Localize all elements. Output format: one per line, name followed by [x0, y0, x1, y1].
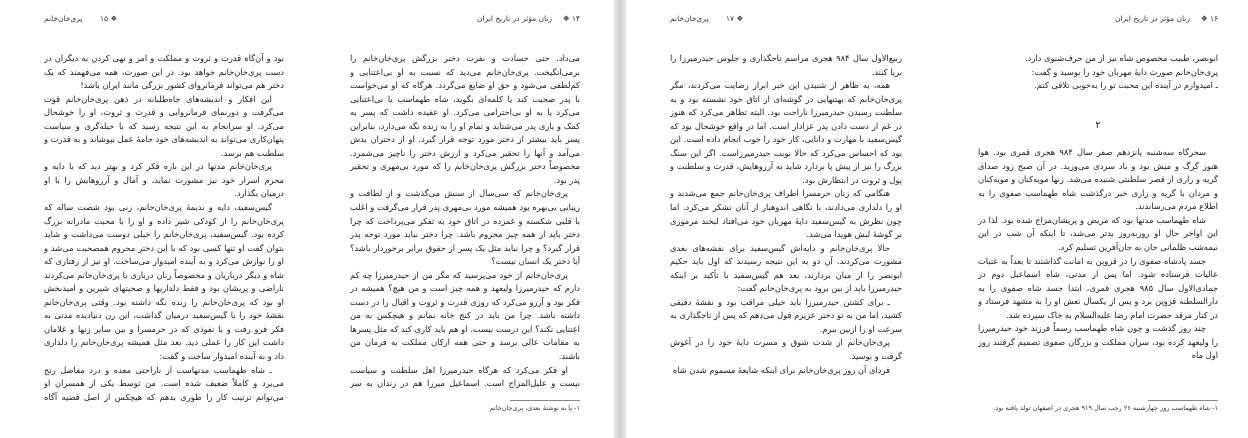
- paragraph: جسد پادشاه صفوی را در قزوین به امانت گذاشتند تا بعداً به عتبات عالیات فرستاده شود. اما پس از مدتی، شاه اسماعیل دوم در جمادی‌الاول سال ۹۸۵ هجری قمری، ابتدا جسد شاه صفوی را به دارالسلطنه قزوین برد و پس از یکسال نعش او را به مشهد فرستاد و در کنار مرقد حضرت امام رضا علیه‌السلام به خاک سپرده شد.: [978, 255, 1218, 320]
- page-header: [978, 14, 1218, 30]
- page-header: [670, 14, 902, 30]
- page-16: [978, 0, 1218, 438]
- paragraph: همه، به ظاهر از شنیدن این خبر ابراز رضایت می‌کردند، مگر پری‌خان‌خانم که بهتنهایی در گوشه‌ای از اتاق خود نشسته بود و به سلطنت رسیدن حیدرمیرزا ناراحت بود. البته تظاهر می‌کرد که هنوز در غم از دست دادن پدر عزادار است. اما در واقع خوشحال بود که گیس‌سفید با مهارت و دانایی، کار خود را خوب انجام داده است. این بود که احساس می‌کرد که حالا نوبت حیدرمیرزاست. اگر این سنگ بزرگ را نیز از پیش پا بردارد شاید به آرزوهایش، قدرت و سلطنت و پول و ثروت در انتظارش بود.: [670, 80, 902, 185]
- page-body: [350, 52, 580, 392]
- paragraph: او فکر می‌کرد که هرگاه حیدرمیرزا اهل سلطنت و سیاست نیست و علیل‌المزاج است. اسماعیل میرزا هم در زندان به سر: [350, 364, 580, 389]
- footnote-rule: [1148, 400, 1218, 401]
- paragraph: شاه طهماسب مدتها بود که مریض و پریشان‌مزاج شده بود. لذا در این اواخر حال او روزبه‌روز بدتر می‌شد، تا اینکه آن شب در این نیمه‌شب ظلمانی جان به جان‌آفرین تسلیم کرد.: [978, 214, 1218, 253]
- running-title: پری‌خان‌خانم: [44, 14, 83, 23]
- section-number: ۲: [1095, 119, 1101, 131]
- footnote: ۱- پا به نوشتهٔ بعدی، پری‌جان‌خانم: [489, 404, 580, 412]
- page-15: [44, 0, 284, 438]
- running-title: پری‌خان‌خانم: [670, 14, 709, 23]
- paragraph: ابونصر، طبیب مخصوص شاه نیز از من حرف‌شنوی دارد.: [1025, 53, 1218, 63]
- running-title: زنان مؤثر در تاریخ ایران: [1115, 14, 1190, 23]
- page-number: ۱۶ ❖: [1200, 14, 1218, 23]
- running-title: زنان مؤثر در تاریخ ایران: [477, 14, 552, 23]
- paragraph: می‌داد. حتی حسادت و نفرت دختر بزرگش پری‌خان‌خانم را برمی‌انگیخت. پری‌خان‌خانم می‌دید که نسبت به او بی‌اعتنایی و کم‌لطفی می‌شود و حق او ضایع می‌گردد. هرگاه که او می‌خواست با پدر صحبت کند یا کلمه‌ای بگوید، شاه طهماسب یا بی‌اعتنایی می‌کرد یا به او بی‌احترامی می‌کرد. او عقیده داشت که پسر به کمک و یاری پدر می‌شتابد و تمام او را به زنده نگه می‌دارد، بنابراین پسر باید بیشتر از دختر مورد توجه قرار گیرد. او از دختران بدش می‌آمد و آنها را تحقیر می‌کرد و ارزش دختر را ناچیز می‌شمرد. مخصوصاً دختر بزرگش پری‌خان‌خانم را که مورد بی‌مهری و تحقیر پدر بود.: [350, 53, 580, 185]
- left-spread: [0, 0, 614, 438]
- paragraph: ـ شاه طهماسب مدتهاست از ناراحتی معده و درد مفاصل رنج می‌برد و کاملاً ضعیف شده است. من توسط یکی از همسران او می‌توانم ترتیب کار را طوری بدهم که هیچکس از اصل قضیه آگاه: [44, 364, 284, 402]
- paragraph: پری‌خان‌خانم که سی‌سال از سنش می‌گذشت و از لطافت و زیبایی بی‌بهره بود همیشه مورد بی‌مهری پدر قرار می‌گرفت و اغلب با قلبی شکسته و غمزده در اتاق خود به تفکر می‌پرداخت که چرا دختر باید از همه چیز محروم باشد. چرا دختر نباید مورد توجه پدر قرار گیرد؟ و چرا نباید مثل یک پسر از حقوق برابر برخوردار باشد؟ آیا دختر یک انسان نیست؟: [350, 188, 580, 267]
- paragraph: فردای آن روز پری‌خان‌خانم برای اینکه شایعهٔ مسموم شدن شاه: [672, 364, 890, 375]
- page-body: [670, 52, 902, 404]
- footnote-rule: [510, 400, 580, 401]
- paragraph: بود و آن‌گاه قدرت و ثروت و مملکت و امر و نهی کردن به دیگران در دست پری‌خان‌خانم خواهد بود. در این صورت، همه می‌فهمند که یک دختر هم می‌تواند فرمانروای کشور بزرگی مانند ایران باشد!: [44, 53, 284, 91]
- paragraph: ـ امیدوارم در آینده این محبت تو را به‌خوبی تلافی کنم.: [1034, 80, 1218, 91]
- page-header: [44, 14, 284, 30]
- page-body: [978, 52, 1218, 392]
- paragraph: ربیع‌الاول سال ۹۸۴ هجری مراسم تاجگذاری و جلوس حیدرمیرزا را برپا کنند.: [670, 53, 902, 77]
- paragraph: چند روز گذشت و چون شاه طهماسب رسماً فرزند خود حیدرمیرزا را ولیعهد کرده بود، سران مملکت و بزرگان صفوی تصمیم گرفتند روز اول ماه: [978, 323, 1218, 361]
- paragraph: پری‌خان‌خانم صورت دایهٔ مهربان خود را بوسید و گفت:: [1031, 66, 1218, 77]
- paragraph: سحرگاه سه‌شنبه پانزدهم صفر سال ۹۸۴ هجری قمری بود. هوا هنوز گرگ و میش بود و باد سردی می‌وزید. در آن صبح زود صدای گریه و زاری از قصر سلطنتی شنیده می‌شد. زنها مویه‌کنان و مویه‌کنان و مردان با گریه و زاری خبر درگذشت شاه طهماسب صفوی را به اطلاع مردم می‌رساندند.: [978, 147, 1218, 212]
- paragraph: پری‌خان‌خانم از شدت شوق و مسرت دایهٔ خود را در آغوش گرفت و بوسید.: [670, 337, 902, 362]
- page-14: [350, 0, 580, 438]
- paragraph: ـ برای کشتن حیدرمیرزا باید خیلی مراقب بود و نقشهٔ دقیقی کشید، اما من به تو دختر عزیزم قول می‌دهم که پس از تاجگذاری به سرعت او را ازبین ببرم.: [670, 296, 902, 334]
- paragraph: گیس‌سفید، دایه و ندیمهٔ پری‌خان‌خانم، زنی بود شصت ساله که پری‌خان‌خانم را از کودکی شیر داده و او را با محبت مادرانه بزرگ کرده بود. گیس‌سفید، پری‌خان‌خانم را خیلی دوست می‌داشت و شاید بتوان گفت او تنها کسی بود که با این دختر محروم همصحبت می‌شد و او را نوازش می‌کرد و به آینده امیدوار می‌ساخت. او نیز از رفتاری که شاه و دیگر درباریان و مخصوصاً زنان درباری با پری‌خان‌خانم می‌کردند ناراضی و پریشان بود و فقط دلداریها و صحبتهای شیرین و امیدبخش او بود که پری‌خان‌خانم را زنده نگه داشته بود. وقتی پری‌خان‌خانم نقشهٔ خود را با گیس‌سفید درمیان گذاشت، این زن دنیادیده مدتی به فکر فرو رفت و با نفوذی که در حرمسرا و بین سایر زنها و غلامان داشت این کار را عملی دید. بعد مثل همیشه پری‌خان‌خانم را دلداری داد و به آینده امیدوار ساخت و گفت:: [44, 202, 284, 362]
- footnote: ۱- شاه طهماسب روز چهارشنبه ۲۶ رجب سال ۹۱۹ هجری در اصفهان تولد یافته بود.: [993, 404, 1218, 412]
- page-number: ۱۴ ❖: [562, 14, 580, 23]
- page-number: ❖ ۱۷: [726, 14, 744, 23]
- paragraph: پری‌خان‌خانم مدتها در این باره فکر کرد و بهتر دید که با دایه و محرم اسرار خود نیز مشورت نماید، و آمال و آرزوهایش را با او درمیان بگذارد.: [44, 161, 284, 199]
- paragraph: این افکار و اندیشه‌های جاه‌طلبانه در ذهن پری‌خان‌خانم قوت می‌گرفت و دورنمای فرمانروایی و قدرت و ثروت، او را خوشحال می‌کرد. او سرانجام به این نتیجه رسید که با حیله‌گری و سیاست پنهان‌کاری می‌تواند به اندیشه‌های خود جامهٔ عمل بپوشاند و به قدرت و سلطنت هم برسد.: [44, 93, 284, 158]
- paragraph: حالا پری‌خان‌خانم و دایه‌اش گیس‌سفید برای نقشه‌های بعدی مشورت می‌کردند. آن دو به این نتیجه رسیدند که اول باید حکیم ابونصر را از میان بردارند، بعد هم گیس‌سفید با تأکید بر اینکه حیدرمیرزا باید از بین برود به پری‌خان‌خانم گفت:: [670, 242, 902, 294]
- paragraph: پری‌خان‌خانم از خود می‌پرسید که مگر من از حیدرمیرزا چه کم دارم که حیدرمیرزا ولیعهد و همه چیز است و من هیچ؟ همیشه در فکر بود و آرزو می‌کرد که روزی قدرت و ثروت و اقبال را در دست داشته باشد. چرا من باید در کنج خانه بمانم و هیچکس به من اعتنایی نکند؟ این درست نیست. او هم باید کاری کند که مثل پسرها به مقامات عالی برسد و حتی همه ارکان مملکت به فرمان من باشند.: [350, 269, 580, 362]
- page-17: [670, 0, 902, 438]
- book-gutter: [614, 0, 626, 438]
- page-header: [350, 14, 580, 30]
- page-body: [44, 52, 284, 404]
- page-number: ❖ ۱۵: [100, 14, 118, 23]
- right-spread: [626, 0, 1248, 438]
- paragraph: هنگامی که زنان حرمسرا اطراف پری‌خان‌خانم جمع می‌شدند و او را دلداری می‌دادند، با نگاهی اندوهبار از آنان تشکر می‌کرد. اما چون نظرش به گیس‌سفید دایهٔ مهربان خود می‌افتاد لبخند مرموزی بر گوشهٔ لبش هویدا می‌شد.: [670, 188, 902, 240]
